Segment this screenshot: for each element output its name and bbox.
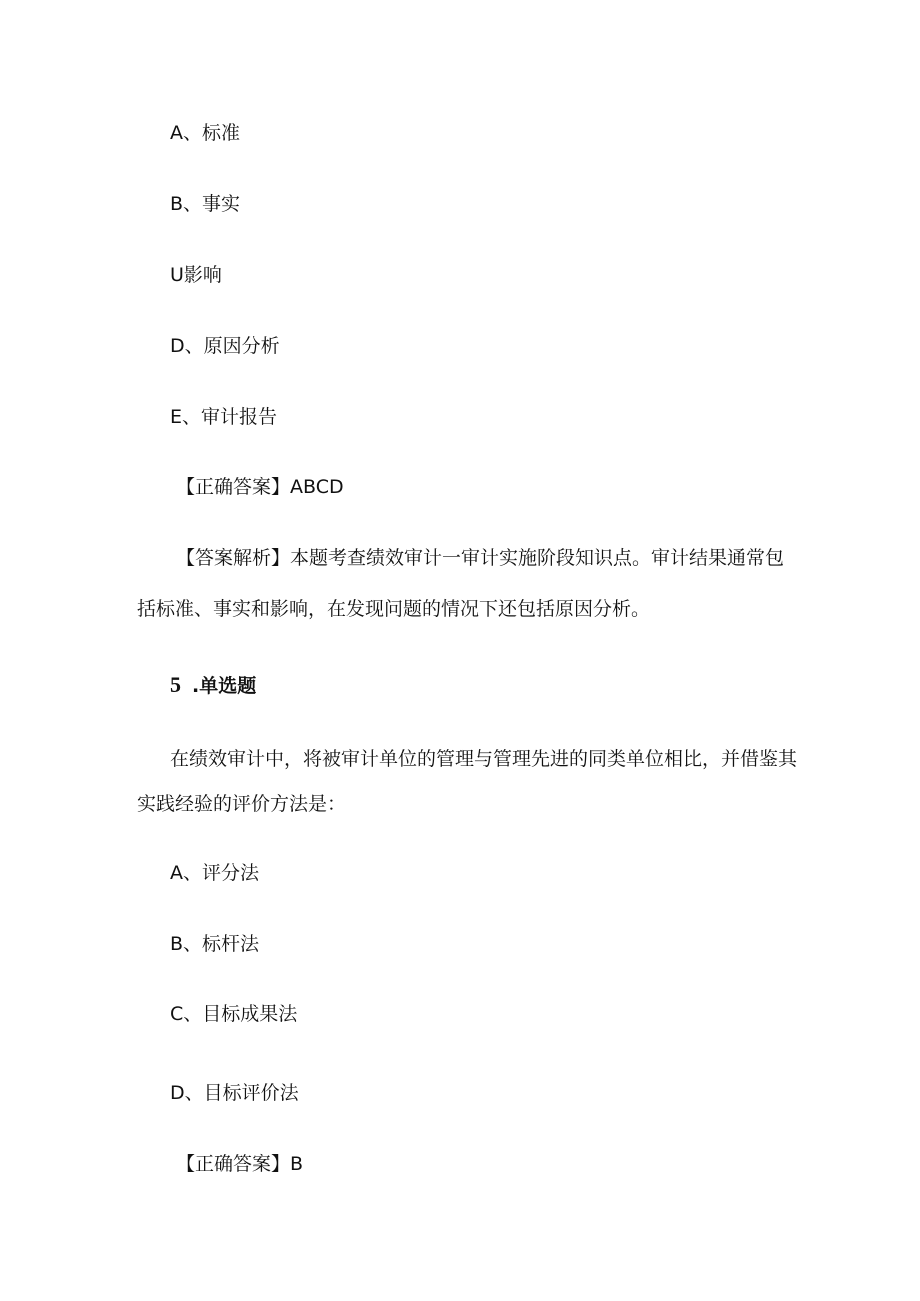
option-c: U影响 (170, 264, 222, 286)
option-d: D、目标评价法 (170, 1082, 299, 1104)
question-stem-line-2: 实践经验的评价方法是： (137, 793, 347, 815)
option-d: D、原因分析 (170, 335, 280, 357)
option-a: A、标准 (170, 122, 240, 144)
question-number: 5 (170, 672, 181, 697)
answer-explanation-line-2: 括标准、事实和影响，在发现问题的情况下还包括原因分析。 (137, 598, 651, 620)
correct-answer: 【正确答案】B (176, 1153, 304, 1175)
correct-answer: 【正确答案】ABCD (176, 476, 344, 498)
option-a: A、评分法 (170, 862, 259, 884)
option-b: B、事实 (170, 193, 241, 215)
option-e: E、审计报告 (170, 406, 278, 428)
question-type: .单选题 (192, 675, 257, 697)
question-stem-line-1: 在绩效审计中，将被审计单位的管理与管理先进的同类单位相比，并借鉴其 (170, 748, 798, 770)
answer-explanation-line-1: 【答案解析】本题考查绩效审计一审计实施阶段知识点。审计结果通常包 (176, 547, 785, 569)
option-b: B、标杆法 (170, 933, 260, 955)
option-c: C、目标成果法 (170, 1003, 298, 1025)
